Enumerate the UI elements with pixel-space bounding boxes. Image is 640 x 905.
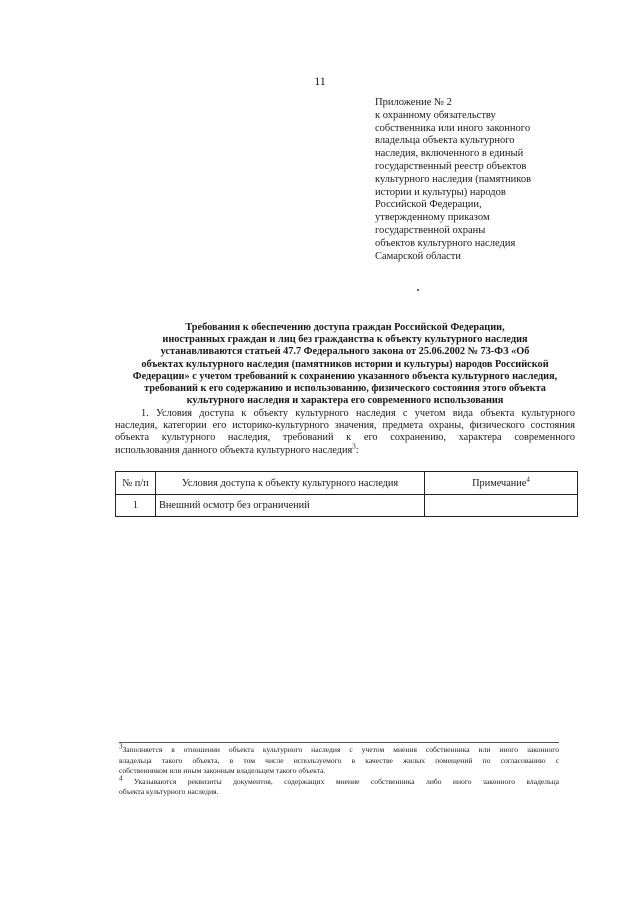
table-row bbox=[116, 495, 578, 517]
header-note bbox=[425, 472, 578, 495]
footnote-line: объекта культурного наследия. bbox=[119, 787, 219, 797]
paragraph-end: : bbox=[355, 444, 359, 456]
page-number: 11 bbox=[314, 74, 326, 88]
appendix-line: к охранному обязательству bbox=[375, 109, 496, 121]
appendix-line: Российской Федерации, bbox=[375, 199, 482, 211]
appendix-line: наследия, включенного в единый bbox=[375, 148, 524, 160]
title-line: требований к его содержанию и использованию, физического состояния этого объекта bbox=[144, 383, 546, 395]
footnote-divider bbox=[119, 742, 559, 743]
paragraph-last-line bbox=[115, 442, 575, 457]
footnote-line: владельца такого объекта, в том числе используемого в качестве жилых помещений по согласованию с bbox=[119, 755, 559, 765]
title-line: объектах культурного наследия (памятников истории и культуры) народов Российской bbox=[141, 358, 549, 370]
appendix-line: собственника или иного законного bbox=[375, 122, 531, 134]
appendix-header bbox=[375, 97, 605, 263]
paragraph-line: объекта культурного наследия, требований к его сохранению, характера современного bbox=[115, 432, 575, 444]
access-conditions-paragraph bbox=[115, 408, 575, 457]
appendix-line: государственный реестр объектов bbox=[375, 160, 527, 172]
appendix-line: объектов культурного наследия bbox=[375, 237, 516, 249]
appendix-line: Самарской области bbox=[375, 250, 461, 262]
paragraph-line: наследия, категории его историко-культурного значения, предмета охраны, физического состояния bbox=[115, 420, 575, 432]
footnote-3-line bbox=[119, 742, 559, 756]
footnote-ref: 4 bbox=[526, 475, 530, 484]
cell-note bbox=[425, 495, 578, 517]
appendix-line: владельца объекта культурного bbox=[375, 135, 515, 147]
footnote-text: Заполняется в отношении объекта культурного наследия с учетом мнения собственника или иного законного bbox=[122, 745, 559, 754]
title-line: устанавливаются статьей 47.7 Федерального закона от 25.06.2002 № 73-ФЗ «Об bbox=[160, 346, 530, 358]
footnote-text: Указываются реквизиты документов, содержащих мнение собственника либо иного законного владельца bbox=[133, 776, 559, 786]
cell-number: 1 bbox=[116, 495, 156, 517]
footnote-line: собственником или иным законным владельцем такого объекта. bbox=[119, 766, 326, 776]
paragraph-line: 1. Условия доступа к объекту культурного наследия с учетом вида объекта культурного bbox=[141, 408, 575, 419]
title-line: Федерации» с учетом требований к сохранению указанного объекта культурного наследия, bbox=[132, 370, 558, 382]
title-line: Требования к обеспечению доступа граждан Российской Федерации, bbox=[185, 322, 505, 333]
appendix-line: государственной охраны bbox=[375, 224, 486, 236]
appendix-line: Приложение № 2 bbox=[375, 97, 452, 108]
header-number: № п/п bbox=[116, 472, 156, 495]
footnote-mark: 3 bbox=[119, 742, 123, 751]
appendix-line: утвержденному приказом bbox=[375, 212, 490, 224]
footnote-ref: 3 bbox=[352, 442, 356, 451]
table-header-row bbox=[116, 472, 578, 495]
cell-conditions: Внешний осмотр без ограничений bbox=[156, 495, 425, 517]
appendix-line: культурного наследия (памятников bbox=[375, 173, 532, 185]
appendix-line: истории и культуры) народов bbox=[375, 186, 506, 198]
header-note-label: Примечание bbox=[472, 477, 527, 489]
scan-dot-mark bbox=[417, 289, 419, 291]
paragraph-line: использования данного объекта культурного наследия bbox=[115, 444, 353, 456]
footnote-4-line bbox=[119, 774, 559, 788]
footnotes bbox=[119, 742, 559, 798]
footnote-mark: 4 bbox=[119, 774, 123, 783]
access-conditions-table bbox=[115, 471, 578, 517]
document-title bbox=[110, 322, 580, 407]
header-conditions: Условия доступа к объекту культурного наследия bbox=[156, 472, 425, 495]
title-line: культурного наследия и характера его современного использования bbox=[186, 395, 504, 407]
title-line: иностранных граждан и лиц без гражданства к объекту культурного наследия bbox=[162, 334, 528, 346]
